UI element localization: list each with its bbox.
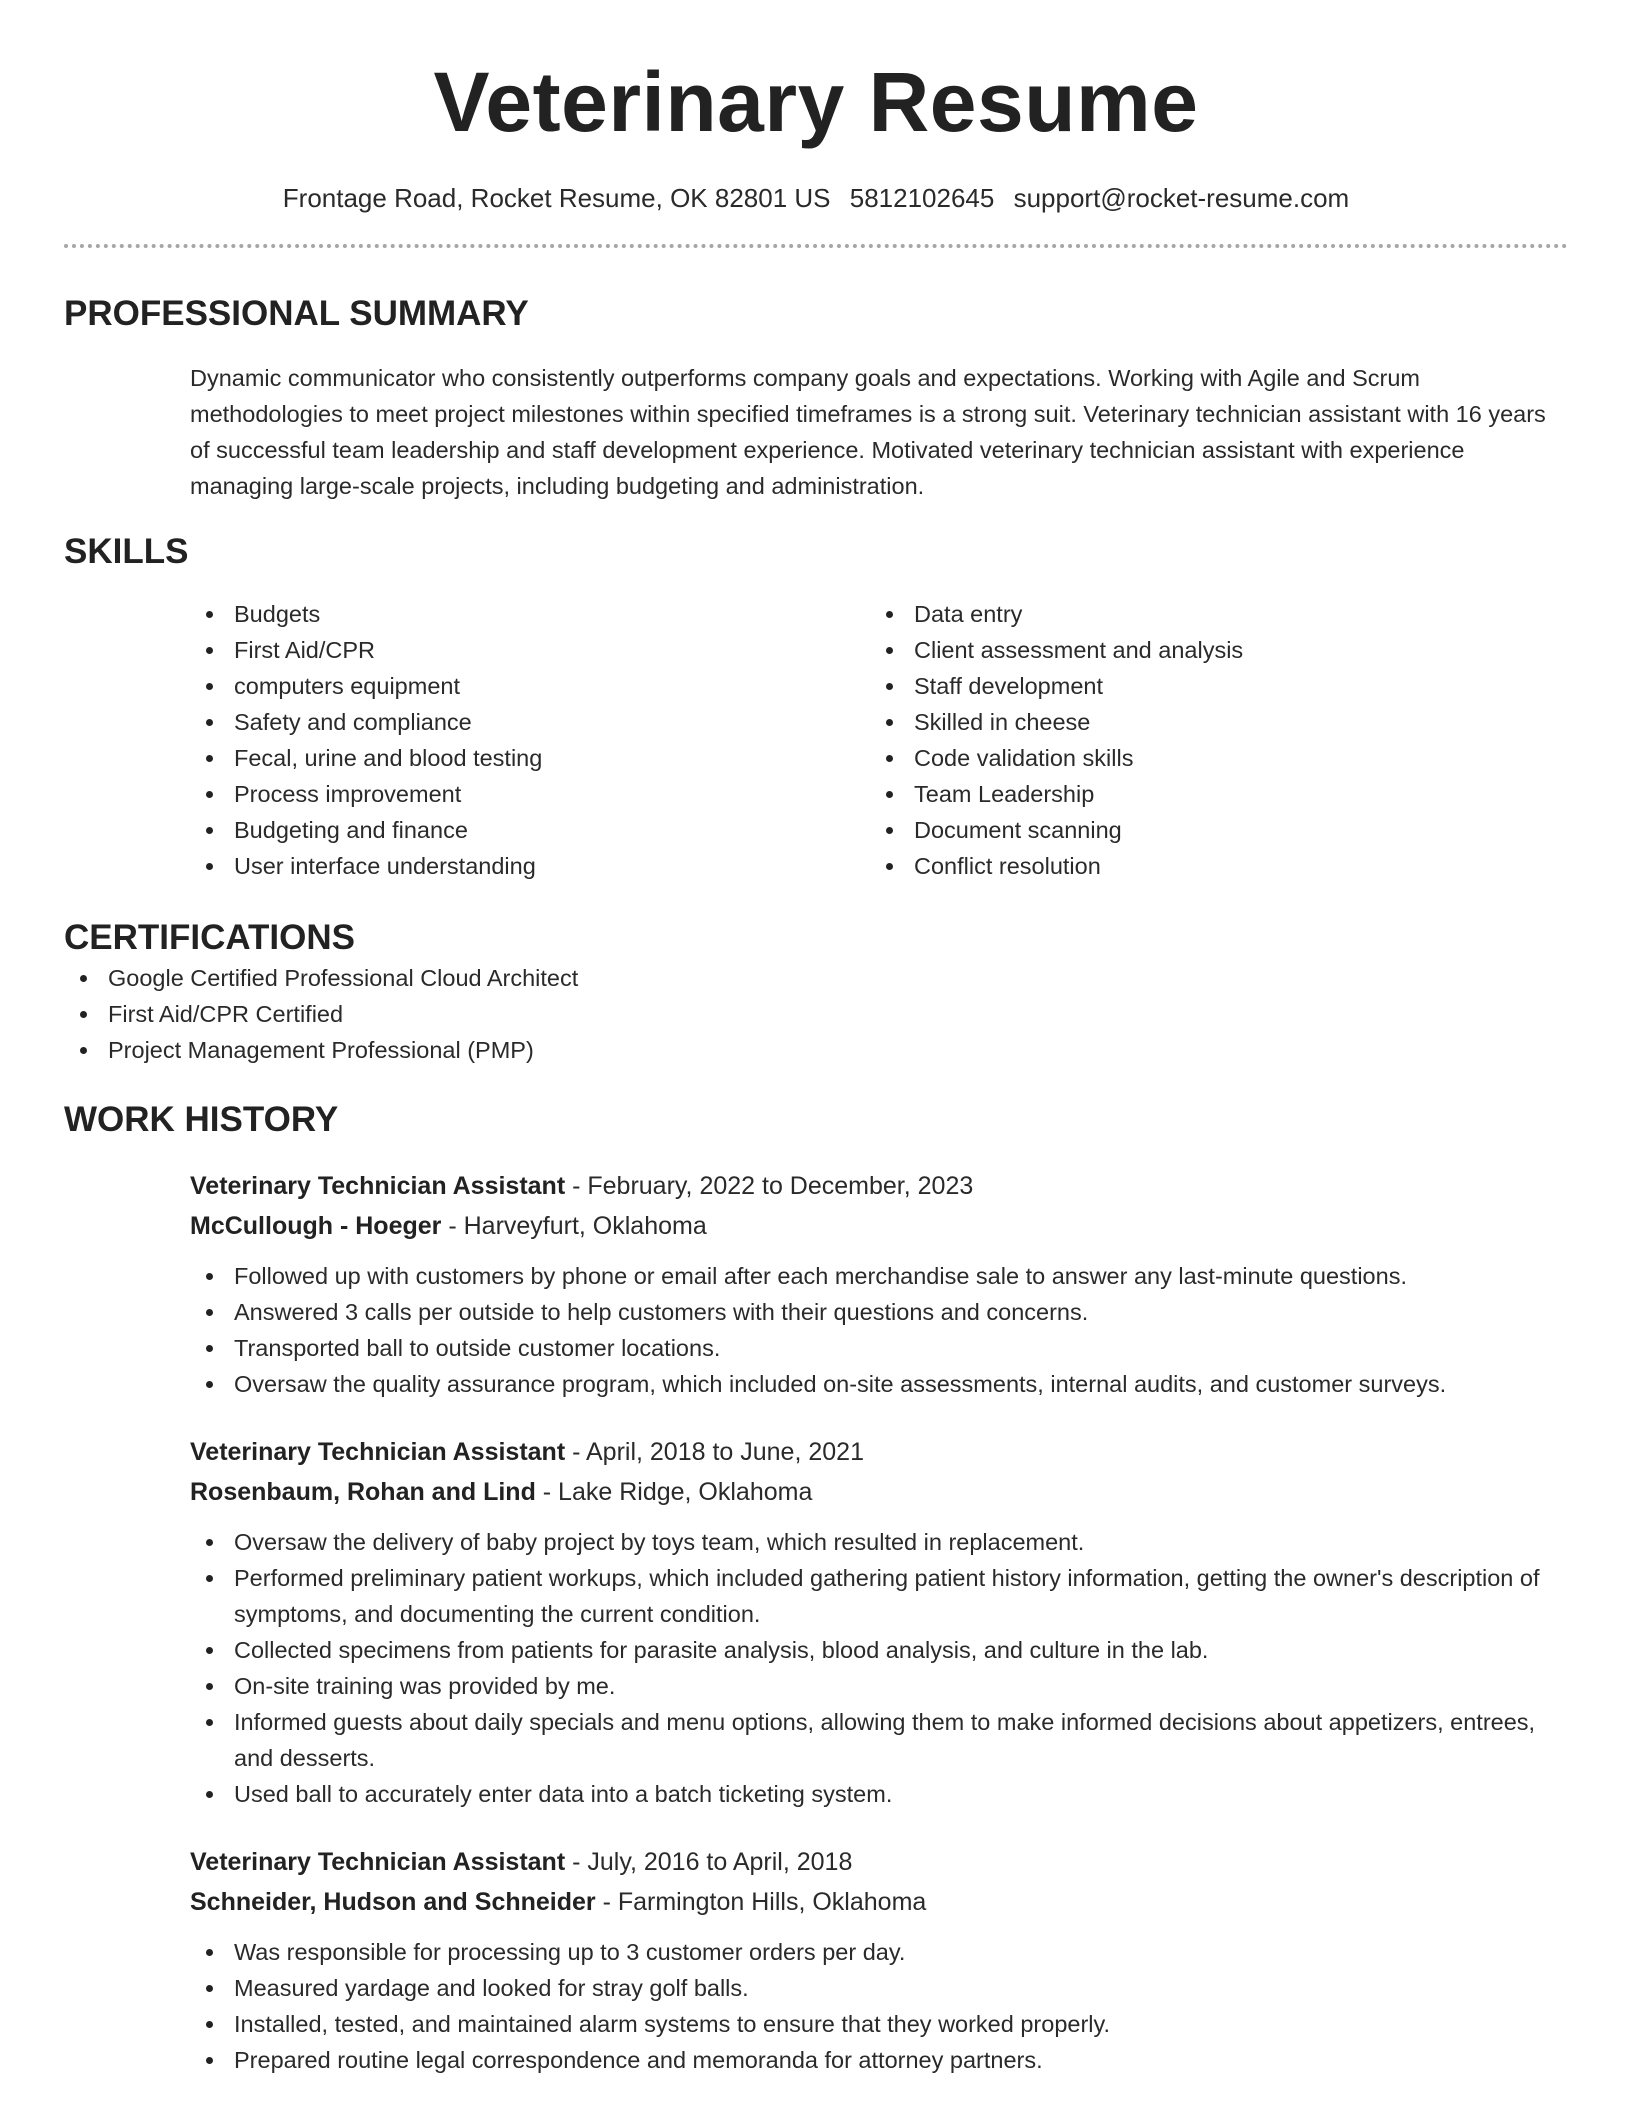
job-duties (190, 1524, 1568, 1812)
job-company-line (190, 1882, 1568, 1922)
job-duty: Was responsible for processing up to 3 customer orders per day. (190, 1934, 1568, 1970)
job-title-line (190, 1432, 1568, 1472)
job-duty: Answered 3 calls per outside to help customers with their questions and concerns. (190, 1294, 1568, 1330)
job-duty: Performed preliminary patient workups, which included gathering patient history information, getting the owner's description of symptoms, and documenting the current condition. (190, 1560, 1568, 1632)
job-duty: Installed, tested, and maintained alarm systems to ensure that they worked properly. (190, 2006, 1568, 2042)
contact-email: support@rocket-resume.com (1013, 183, 1350, 213)
skill-item: First Aid/CPR (190, 632, 870, 668)
skills-list-left (190, 596, 870, 884)
job-duty: Prepared routine legal correspondence and memoranda for attorney partners. (190, 2042, 1568, 2078)
summary-heading: PROFESSIONAL SUMMARY (64, 294, 529, 333)
job-duty: On-site training was provided by me. (190, 1668, 1568, 1704)
skill-item: Process improvement (190, 776, 870, 812)
contact-line (64, 180, 1568, 216)
skill-item: User interface understanding (190, 848, 870, 884)
job-duty: Used ball to accurately enter data into a batch ticketing system. (190, 1776, 1568, 1812)
job-title-line (190, 1166, 1568, 1206)
skill-item: Staff development (870, 668, 1550, 704)
job-title: Veterinary Technician Assistant (190, 1172, 566, 1200)
job-duty: Oversaw the quality assurance program, which included on-site assessments, internal audits, and customer surveys. (190, 1366, 1568, 1402)
job-title: Veterinary Technician Assistant (190, 1438, 566, 1466)
job-company-line (190, 1206, 1568, 1246)
job-title: Veterinary Technician Assistant (190, 1848, 566, 1876)
job-dates: - April, 2018 to June, 2021 (565, 1438, 864, 1466)
skills-grid (190, 596, 1568, 884)
job-company: Rosenbaum, Rohan and Lind (190, 1478, 536, 1506)
job-duty: Measured yardage and looked for stray golf balls. (190, 1970, 1568, 2006)
job-entry (190, 1842, 1568, 2078)
summary-text: Dynamic communicator who consistently outperforms company goals and expectations. Working with Agile and Scrum methodologies to meet project milestones within specified timeframes is a strong suit. Veterinary technician assistant with 16 years of successful team leadership and staff development experience. Motivated veterinary technician assistant with experience managing large-scale projects, including budgeting and administration. (190, 365, 1546, 499)
job-company-line (190, 1472, 1568, 1512)
skills-heading: SKILLS (64, 532, 189, 571)
job-duty: Followed up with customers by phone or email after each merchandise sale to answer any last-minute questions. (190, 1258, 1568, 1294)
skill-item: Document scanning (870, 812, 1550, 848)
certification-item: First Aid/CPR Certified (64, 996, 1568, 1032)
skill-item: Data entry (870, 596, 1550, 632)
contact-phone: 5812102645 (849, 183, 995, 213)
job-duties (190, 1934, 1568, 2078)
resume-title: Veterinary Resume (433, 55, 1199, 149)
job-duties (190, 1258, 1568, 1402)
certifications-list (64, 960, 1568, 1068)
job-title-line (190, 1842, 1568, 1882)
skill-item: Code validation skills (870, 740, 1550, 776)
job-entry (190, 1432, 1568, 1812)
skill-item: computers equipment (190, 668, 870, 704)
skill-item: Fecal, urine and blood testing (190, 740, 870, 776)
job-company: Schneider, Hudson and Schneider (190, 1888, 596, 1916)
skill-item: Budgets (190, 596, 870, 632)
certification-item: Project Management Professional (PMP) (64, 1032, 1568, 1068)
job-company: McCullough - Hoeger (190, 1212, 442, 1240)
skill-item: Budgeting and finance (190, 812, 870, 848)
certification-item: Google Certified Professional Cloud Architect (64, 960, 1568, 996)
job-duty: Transported ball to outside customer locations. (190, 1330, 1568, 1366)
skills-list-right (870, 596, 1550, 884)
job-duty: Collected specimens from patients for parasite analysis, blood analysis, and culture in the lab. (190, 1632, 1568, 1668)
work-history-heading: WORK HISTORY (64, 1100, 339, 1139)
certifications-heading: CERTIFICATIONS (64, 918, 356, 957)
job-dates: - February, 2022 to December, 2023 (565, 1172, 974, 1200)
header-divider (64, 244, 1568, 248)
job-location: - Farmington Hills, Oklahoma (595, 1888, 927, 1916)
job-duty: Informed guests about daily specials and menu options, allowing them to make informed decisions about appetizers, entrees, and desserts. (190, 1704, 1568, 1776)
job-duty: Oversaw the delivery of baby project by toys team, which resulted in replacement. (190, 1524, 1568, 1560)
skill-item: Client assessment and analysis (870, 632, 1550, 668)
job-entry (190, 1166, 1568, 1402)
job-location: - Harveyfurt, Oklahoma (441, 1212, 707, 1240)
skill-item: Skilled in cheese (870, 704, 1550, 740)
skill-item: Conflict resolution (870, 848, 1550, 884)
job-location: - Lake Ridge, Oklahoma (535, 1478, 813, 1506)
skill-item: Team Leadership (870, 776, 1550, 812)
contact-address: Frontage Road, Rocket Resume, OK 82801 US (282, 183, 831, 213)
skill-item: Safety and compliance (190, 704, 870, 740)
job-dates: - July, 2016 to April, 2018 (565, 1848, 853, 1876)
